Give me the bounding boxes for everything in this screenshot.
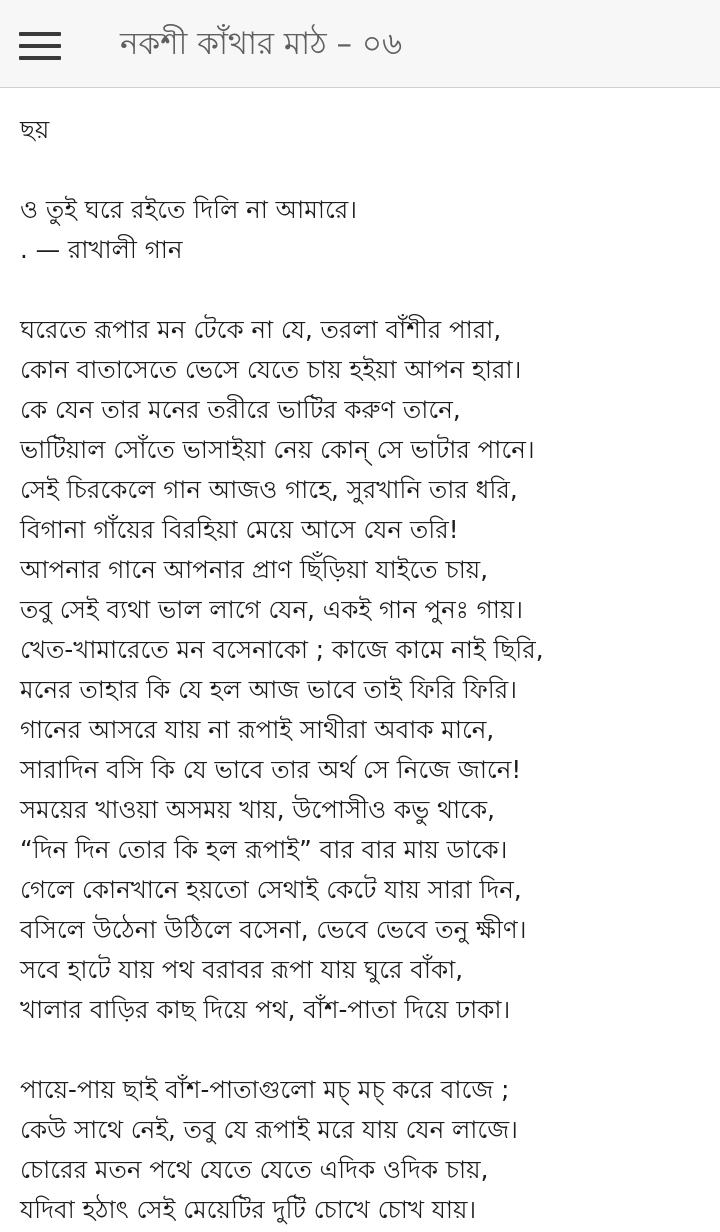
poem-line: খেত-খামারেতে মন বসেনাকো ; কাজে কামে নাই ছিরি, xyxy=(20,635,544,664)
stanza-2 xyxy=(20,1070,710,1230)
epigraph-line: ও তুই ঘরে রইতে দিলি না আমারে। xyxy=(20,195,358,224)
poem-line: কে যেন তার মনের তরীরে ভাটির করুণ তানে, xyxy=(20,395,461,424)
menu-button[interactable] xyxy=(12,18,68,74)
poem-line: “দিন দিন তোর কি হল রূপাই” বার বার মায় ডাকে। xyxy=(20,835,508,864)
poem-line: মনের তাহার কি যে হল আজ ভাবে তাই ফিরি ফিরি। xyxy=(20,675,518,704)
poem-line: পায়ে-পায় ছাই বাঁশ-পাতাগুলো মচ্ মচ্ করে বাজে ; xyxy=(20,1075,510,1104)
poem-line: সবে হাটে যায় পথ বরাবর রূপা যায় ঘুরে বাঁকা, xyxy=(20,955,464,984)
poem-line: তবু সেই ব্যথা ভাল লাগে যেন, একই গান পুনঃ গায়। xyxy=(20,595,524,624)
poem-line: আপনার গানে আপনার প্রাণ ছিঁড়িয়া যাইতে চায়, xyxy=(20,555,489,584)
poem-line: বিগানা গাঁয়ের বিরহিয়া মেয়ে আসে যেন তরি! xyxy=(20,515,459,544)
poem-line: কোন বাতাসেতে ভেসে যেতে চায় হইয়া আপন হারা। xyxy=(20,355,522,384)
app-bar xyxy=(0,0,720,88)
poem-line: ভাটিয়াল সোঁতে ভাসাইয়া নেয় কোন্ সে ভাটার পানে। xyxy=(20,435,535,464)
epigraph-attribution: . — রাখালী গান xyxy=(20,235,183,264)
poem-line: সেই চিরকেলে গান আজও গাহে, সুরখানি তার ধরি, xyxy=(20,475,518,504)
poem-line: যদিবা হঠাৎ সেই মেয়েটির দুটি চোখে চোখ যায়। xyxy=(20,1195,477,1224)
hamburger-menu-icon xyxy=(19,32,61,60)
poem-line: চোরের মতন পথে যেতে যেতে এদিক ওদিক চায়, xyxy=(20,1155,489,1184)
page-title: নকশী কাঁথার মাঠ – ০৬ xyxy=(120,26,403,62)
stanza-1 xyxy=(20,310,710,1030)
poem-line: সারাদিন বসি কি যে ভাবে তার অর্থ সে নিজে জানে! xyxy=(20,755,522,784)
poem-line: গেলে কোনখানে হয়তো সেথাই কেটে যায় সারা দিন, xyxy=(20,875,522,904)
poem-line: ঘরেতে রূপার মন টেকে না যে, তরলা বাঁশীর পারা, xyxy=(20,315,502,344)
poem-line: গানের আসরে যায় না রূপাই সাথীরা অবাক মানে, xyxy=(20,715,495,744)
epigraph xyxy=(20,190,710,270)
poem-line: সময়ের খাওয়া অসময় খায়, উপোসীও কভু থাকে, xyxy=(20,795,495,824)
chapter-heading: ছয় xyxy=(20,115,50,144)
poem-line: কেউ সাথে নেই, তবু যে রূপাই মরে যায় যেন লাজে। xyxy=(20,1115,518,1144)
poem-line: খালার বাড়ির কাছ দিয়ে পথ, বাঁশ-পাতা দিয়ে ঢাকা। xyxy=(20,995,511,1024)
poem-line: বসিলে উঠেনা উঠিলে বসেনা, ভেবে ভেবে তনু ক্ষীণ। xyxy=(20,915,527,944)
poem-content[interactable] xyxy=(20,110,710,1230)
